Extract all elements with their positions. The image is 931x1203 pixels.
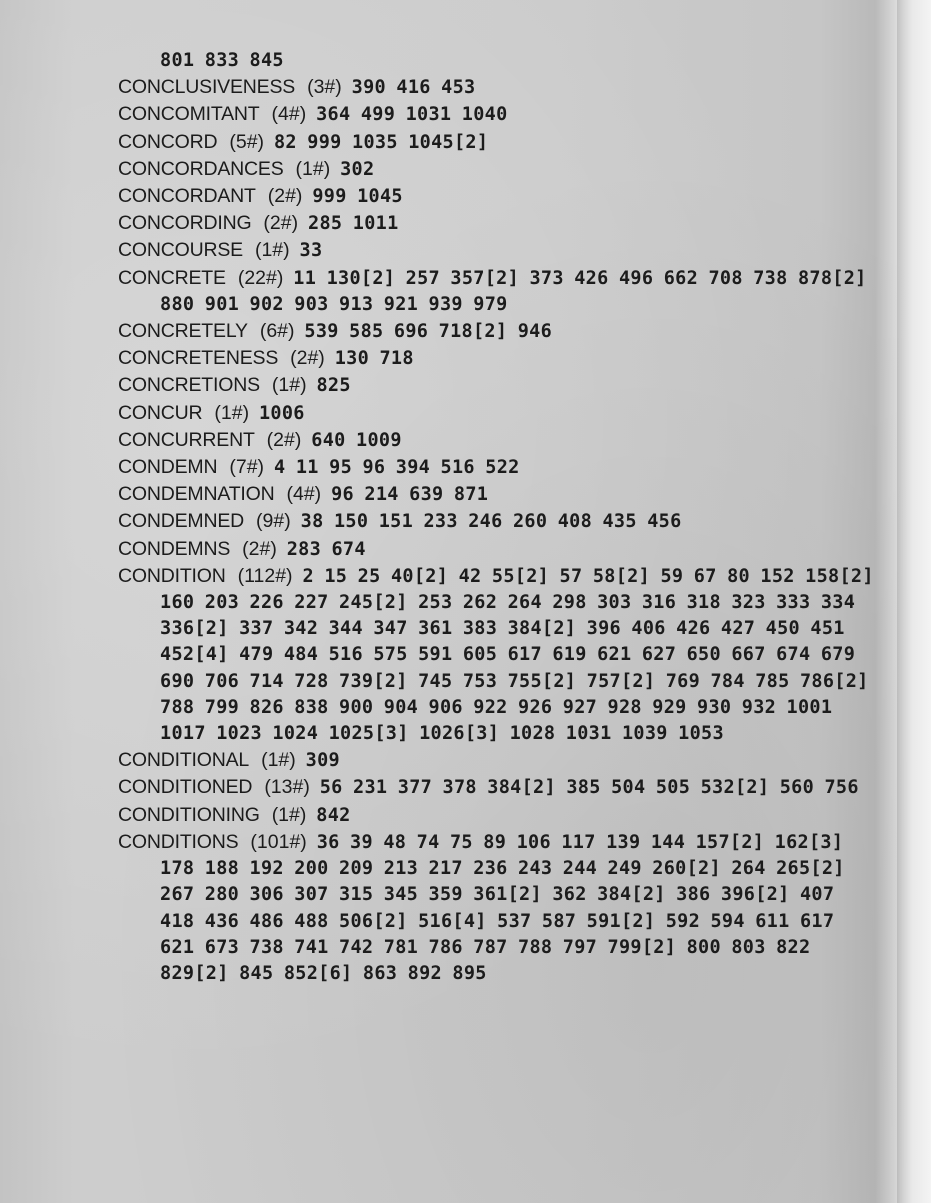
continuation-line (118, 48, 878, 74)
index-entry-conditional (118, 747, 878, 774)
entry-refs: 364 499 1031 1040 (316, 104, 508, 126)
entry-refs: 4 11 95 96 394 516 522 (273, 457, 520, 479)
entry-refs: 390 416 453 (351, 77, 476, 99)
entry-refs: 11 130[2] 257 357[2] 373 426 496 662 708 738 878[2] 880 901 902 903 913 921 939 979 (160, 267, 867, 315)
index-entry-concordant (118, 183, 878, 210)
entry-term: CONCRETIONS (118, 374, 260, 397)
entry-count: (2#) (266, 428, 302, 451)
entry-refs: 1006 (258, 402, 305, 424)
entry-refs: 96 214 639 871 (331, 484, 489, 506)
entry-term: CONCORDANCES (118, 157, 284, 180)
entry-refs: 56 231 377 378 384[2] 385 504 505 532[2] 560 756 (319, 777, 859, 799)
entry-refs: 825 (316, 375, 351, 397)
entry-refs: 130 718 (334, 348, 414, 370)
index-entry-condemns (118, 536, 878, 563)
entry-term: CONCORD (118, 130, 218, 153)
entry-count: (1#) (214, 401, 250, 424)
index-list (118, 48, 878, 987)
entry-term: CONDEMNATION (118, 483, 275, 506)
entry-count: (13#) (264, 776, 310, 799)
entry-count: (7#) (229, 456, 265, 479)
index-entry-concretely (118, 318, 878, 345)
index-entry-concord (118, 129, 878, 156)
entry-refs: 842 (316, 804, 351, 826)
entry-refs: 33 (299, 240, 323, 262)
entry-term: CONCLUSIVENESS (118, 76, 296, 99)
entry-refs: 999 1045 (312, 186, 403, 208)
entry-count: (9#) (256, 510, 291, 533)
entry-term: CONCRETELY (118, 320, 248, 343)
entry-term: CONDEMN (118, 456, 218, 479)
index-entry-concrete (118, 265, 878, 318)
entry-count: (5#) (229, 130, 265, 153)
entry-term: CONDEMNS (118, 537, 231, 560)
entry-count: (2#) (290, 347, 325, 370)
index-entry-concurrent (118, 427, 878, 454)
entry-count: (3#) (307, 76, 342, 99)
index-entry-conclusiveness (118, 74, 878, 101)
index-entry-concomitant (118, 101, 878, 128)
entry-term: CONDITION (118, 564, 226, 587)
entry-term: CONCOURSE (118, 239, 243, 262)
entry-term: CONCOMITANT (118, 103, 260, 126)
index-entry-condemnation (118, 481, 878, 508)
entry-count: (2#) (263, 212, 299, 235)
entry-count: (2#) (242, 537, 277, 560)
entry-refs: 38 150 151 233 246 260 408 435 456 (300, 511, 682, 533)
entry-term: CONDEMNED (118, 510, 245, 533)
entry-term: CONCRETE (118, 266, 226, 289)
index-entry-concourse (118, 237, 878, 264)
index-entry-concretions (118, 372, 878, 399)
entry-count: (4#) (286, 483, 322, 506)
index-entry-concording (118, 210, 878, 237)
entry-count: (4#) (271, 103, 307, 126)
entry-term: CONCORDANT (118, 185, 256, 208)
entry-count: (112#) (237, 564, 293, 587)
entry-refs: 283 674 (286, 538, 366, 560)
entry-refs: 539 585 696 718[2] 946 (304, 321, 553, 343)
index-entry-condemned (118, 508, 878, 535)
entry-refs: 309 (305, 750, 340, 772)
index-entry-concordances (118, 156, 878, 183)
index-entry-conditioned (118, 774, 878, 801)
page-edge (897, 0, 931, 1203)
entry-count: (1#) (261, 749, 296, 772)
entry-term: CONCUR (118, 401, 203, 424)
entry-term: CONCRETENESS (118, 347, 279, 370)
entry-refs: 36 39 48 74 75 89 106 117 139 144 157[2] 162[3] 178 188 192 200 209 213 217 236 243 244 249 260[2] 264 265[2] 267 280 306 307 315 345 359 361[2] 362 384[2] 386 396[2] 407 418 436 486 488 506[2] 516[4] 537 587 591[2] 592 594 611 617 621 673 738 741 742 781 786 787 788 797 799[2] 800 803 822 829[2] 845 852[6] 863 892 895 (160, 831, 845, 984)
entry-term: CONDITIONING (118, 803, 260, 826)
index-entry-conditioning (118, 802, 878, 829)
index-entry-conditions (118, 829, 878, 987)
index-entry-concreteness (118, 345, 878, 372)
entry-count: (1#) (271, 374, 307, 397)
index-entry-concur (118, 400, 878, 427)
entry-count: (1#) (254, 239, 290, 262)
entry-refs: 302 (340, 158, 375, 180)
entry-refs: 82 999 1035 1045[2] (273, 131, 489, 153)
index-entry-condition (118, 563, 878, 747)
entry-refs: 640 1009 (311, 429, 402, 451)
entry-count: (101#) (250, 830, 307, 853)
entry-term: CONDITIONED (118, 776, 253, 799)
entry-count: (1#) (295, 157, 331, 180)
entry-refs: 2 15 25 40[2] 42 55[2] 57 58[2] 59 67 80 152 158[2] 160 203 226 227 245[2] 253 262 264 298 303 316 318 323 333 334 336[2] 337 342 344 347 361 383 384[2] 396 406 426 427 450 451 452[4] 479 484 516 575 591 605 617 619 621 627 650 667 674 679 690 706 714 728 739[2] 745 753 755[2] 757[2] 769 784 785 786[2] 788 799 826 838 900 904 906 922 926 927 928 929 930 932 1001 1017 1023 1024 1025[3] 1026[3] 1028 1031 1039 1053 (160, 565, 874, 745)
entry-term: CONDITIONS (118, 830, 239, 853)
index-entry-condemn (118, 454, 878, 481)
entry-term: CONCURRENT (118, 428, 255, 451)
entry-term: CONDITIONAL (118, 749, 250, 772)
continuation-refs: 801 833 845 (160, 50, 284, 71)
entry-count: (2#) (267, 185, 303, 208)
entry-count: (1#) (271, 803, 307, 826)
entry-term: CONCORDING (118, 212, 252, 235)
entry-refs: 285 1011 (308, 213, 399, 235)
entry-count: (6#) (259, 320, 295, 343)
entry-count: (22#) (237, 266, 284, 289)
